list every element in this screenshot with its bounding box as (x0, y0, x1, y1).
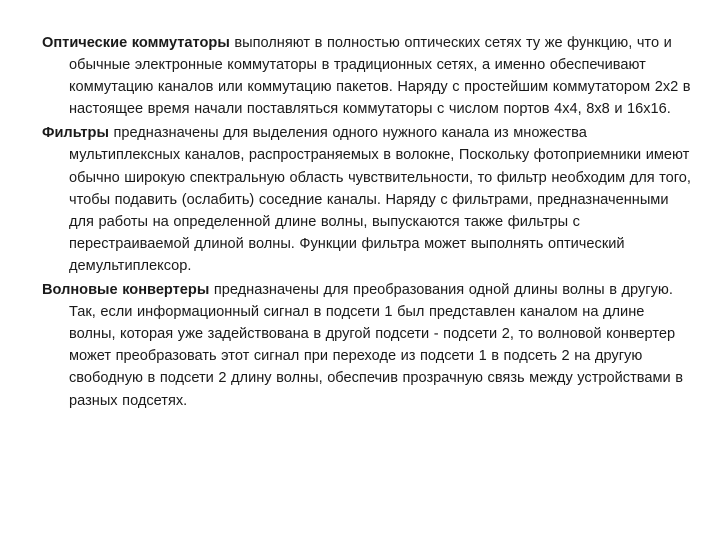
paragraph-filters (42, 122, 692, 277)
text-body (42, 32, 692, 414)
term-wavelength-converters: Волновые конвертеры (42, 282, 210, 299)
paragraph-wavelength-converters (42, 279, 692, 412)
paragraph-optical-switches (42, 32, 692, 120)
paragraph-text: предназначены для выделения одного нужного канала из множества мультиплексных каналов, распространяемых в волокне, Поскольку фотоприемники имеют обычно широкую спектральную область чувствительности, то фильтр необходим для того, чтобы подавить (ослабить) соседние каналы. Наряду с фильтрами, предназначенными для работы на определенной длине волны, выпускаются также фильтры с перестраиваемой длиной волны. Функции фильтра может выполнять оптический демультиплексор. (69, 125, 691, 274)
paragraph-text: выполняют в полностью оптических сетях ту же функцию, что и обычные электронные коммутаторы в традиционных сетях, а именно обеспечивают коммутацию каналов или коммутацию пакетов. Наряду с простейшим коммутатором 2х2 в настоящее время начали поставляться коммутаторы с числом портов 4х4, 8х8 и 16х16. (69, 35, 691, 118)
term-filters: Фильтры (42, 125, 109, 142)
paragraph-text: предназначены для преобразования одной длины волны в другую. Так, если информационный сигнал в подсети 1 был представлен каналом на длине волны, которая уже задействована в другой подсети - подсети 2, то волновой конвертер может преобразовать этот сигнал при переходе из подсети 1 в подсеть 2 на другую свободную в подсети 2 длину волны, обеспечив прозрачную связь между устройствами в разных подсетях. (69, 282, 683, 409)
term-optical-switches: Оптические коммутаторы (42, 35, 230, 51)
